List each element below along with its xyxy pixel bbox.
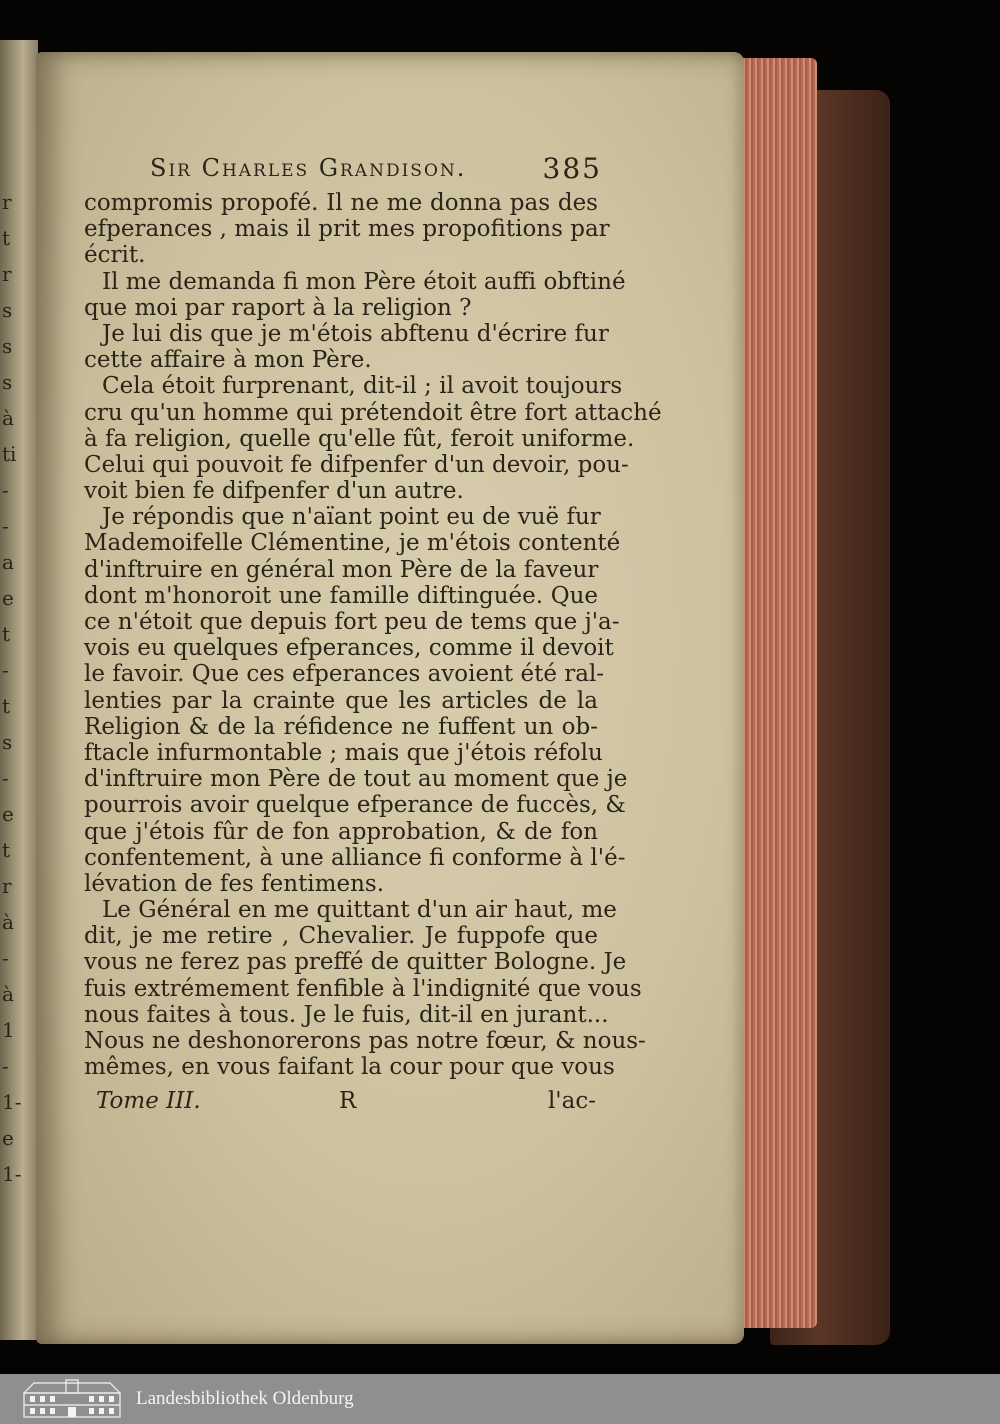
left-page-fragment: t (2, 226, 11, 250)
left-page-fragment: s (2, 298, 13, 322)
left-page-fragment: à (2, 406, 14, 430)
left-page-fragment: - (2, 766, 9, 790)
text-line: Cela étoit furprenant, dit-il ; il avoit toujours (102, 373, 623, 400)
text-line: que moi par raport à la religion ? (84, 294, 472, 321)
text-line: pourrois avoir quelque efperance de fuccès, & (84, 792, 626, 819)
signature-mark: R (339, 1088, 357, 1114)
left-page-fragments (0, 40, 40, 1340)
library-bar (0, 1374, 1000, 1424)
text-line: ce n'étoit que depuis fort peu de tems que j'a- (84, 609, 620, 635)
left-page-fragment: - (2, 946, 9, 970)
left-page-fragment: a (2, 550, 14, 574)
text-line: d'inftruire mon Père de tout au moment que je (84, 766, 628, 793)
left-page-fragment: s (2, 334, 13, 358)
text-line: voit bien fe difpenfer d'un autre. (84, 478, 464, 505)
volume-label: Tome III. (96, 1088, 201, 1114)
left-page-fragment: - (2, 514, 9, 538)
left-page-fragment: e (2, 586, 14, 610)
left-page-fragment: r (2, 874, 12, 898)
left-page-fragment: à (2, 982, 14, 1006)
text-line: à fa religion, quelle qu'elle fût, feroit uniforme. (84, 425, 635, 452)
left-page-fragment: e (2, 1126, 14, 1150)
left-page-fragment: s (2, 730, 13, 754)
left-page-fragment: - (2, 658, 9, 682)
text-line: Je répondis que n'aïant point eu de vuë fur (102, 504, 601, 531)
left-page-fragment: t (2, 622, 11, 646)
text-line: confentement, à une alliance fi conforme à l'é- (84, 844, 626, 871)
text-line: Le Général en me quittant d'un air haut, me (102, 897, 617, 924)
page-footer (96, 1088, 596, 1118)
text-line: Il me demanda fi mon Père étoit auffi obftiné (102, 268, 626, 295)
text-line: efperances , mais il prit mes propofitions par (84, 216, 610, 243)
text-line: Religion & de la réfidence ne fuffent un ob- (84, 713, 598, 740)
left-page-fragment: t (2, 694, 11, 718)
text-line: écrit. (84, 242, 146, 269)
text-line: cette affaire à mon Père. (84, 347, 372, 374)
left-page-fragment: e (2, 802, 14, 826)
text-line: vous ne ferez pas preffé de quitter Bologne. Je (84, 949, 627, 976)
left-page-fragment: r (2, 190, 12, 214)
text-line: dont m'honoroit une famille diftinguée. Que (84, 582, 598, 609)
text-line: ftacle infurmontable ; mais que j'étois réfolu (84, 739, 603, 766)
left-page-fragment: 1- (2, 1090, 22, 1114)
left-page-fragment: 1 (2, 1018, 15, 1042)
left-page-fragment: 1- (2, 1162, 22, 1186)
left-page-fragment: ti (2, 442, 17, 466)
text-line: le favoir. Que ces efperances avoient été ral- (84, 661, 605, 688)
running-header (150, 150, 602, 186)
left-page-fragment: s (2, 370, 13, 394)
text-line: cru qu'un homme qui prétendoit être fort attaché (84, 399, 662, 426)
text-line: lenties par la crainte que les articles de la (84, 687, 598, 714)
text-line: d'inftruire en général mon Père de la faveur (84, 556, 599, 583)
left-page-fragment: - (2, 1054, 9, 1078)
text-line: dit, je me retire , Chevalier. Je fuppofe que (84, 923, 598, 950)
text-line: fuis extrémement fenfible à l'indignité que vous (84, 975, 642, 1002)
page-text (84, 190, 662, 1081)
library-building-icon (22, 1379, 122, 1419)
text-line: vois eu quelques efperances, comme il devoit (84, 635, 614, 662)
text-line: que j'étois fûr de fon approbation, & de fon (84, 818, 598, 845)
library-name: Landesbibliothek Oldenburg (136, 1388, 354, 1409)
left-page-fragment: r (2, 262, 12, 286)
text-line: compromis propofé. Il ne me donna pas des (84, 190, 598, 216)
left-page-fragment: à (2, 910, 14, 934)
text-line: Celui qui pouvoit fe difpenfer d'un devoir, pou- (84, 451, 629, 478)
text-line: lévation de fes fentimens. (84, 870, 385, 897)
text-line: Nous ne deshonorerons pas notre fœur, & nous- (84, 1028, 646, 1054)
running-title: Sir Charles Grandison. (150, 154, 467, 182)
text-line: Mademoifelle Clémentine, je m'étois contenté (84, 530, 621, 557)
catchword: l'ac- (547, 1088, 596, 1114)
page-number: 385 (542, 152, 602, 185)
text-line: mêmes, en vous faifant la cour pour que vous (84, 1054, 615, 1081)
left-page-fragment: t (2, 838, 11, 862)
text-line: Je lui dis que je m'étois abftenu d'écrire fur (102, 320, 609, 347)
text-line: nous faites à tous. Je le fuis, dit-il en jurant... (84, 1001, 609, 1028)
page-fore-edge (735, 58, 817, 1328)
left-page-fragment: - (2, 478, 9, 502)
